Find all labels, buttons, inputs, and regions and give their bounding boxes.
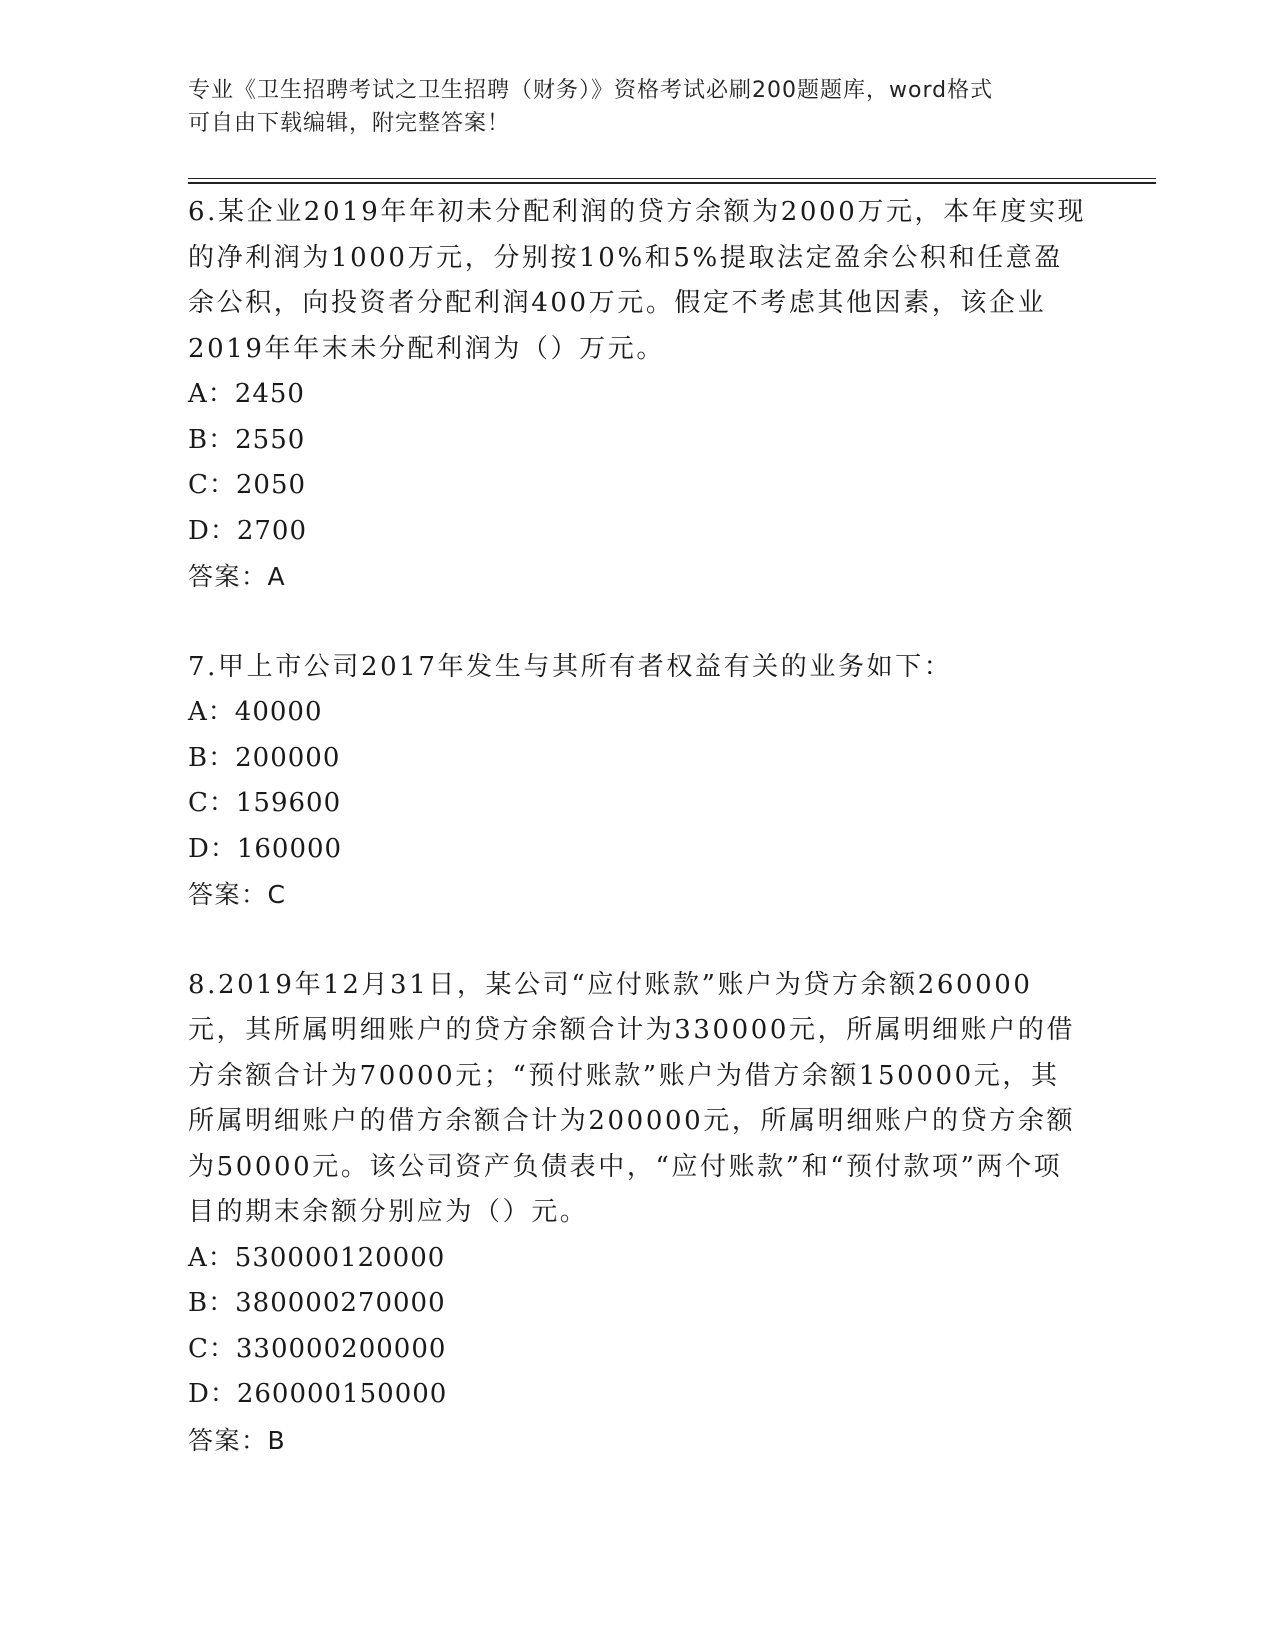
option-d: D：2700 (188, 515, 308, 546)
option-c: C：330000200000 (188, 1333, 447, 1364)
option-a: A：530000120000 (188, 1242, 446, 1273)
option-d: D：160000 (188, 833, 343, 864)
question-list (188, 190, 1088, 1463)
question-text: 8.2019年12月31日，某公司“应付账款”账户为贷方余额260000元，其所属明细账户的贷方余额合计为330000元，所属明细账户的借方余额合计为70000元；“预付账款”账户为借方余额150000元，其所属明细账户的借方余额合计为200000元，所属明细账户的贷方余额为50000元。该公司资产负债表中，“应付账款”和“预付款项”两个项目的期末余额分别应为（）元。 (188, 969, 1076, 1227)
option-c: C：159600 (188, 788, 342, 818)
option-b: B：200000 (188, 742, 341, 773)
question-text: 6.某企业2019年年初未分配利润的贷方余额为2000万元，本年度实现的净利润为1000万元，分别按10%和5%提取法定盈余公积和任意盈余公积，向投资者分配利润400万元。假定不考虑其他因素，该企业2019年年末未分配利润为（）万元。 (188, 197, 1087, 364)
answer-line: 答案：B (188, 1425, 287, 1455)
option-d: D：260000150000 (188, 1379, 448, 1409)
spacer (188, 918, 1088, 963)
header-divider-thin (188, 178, 1156, 179)
question-6 (188, 190, 1088, 600)
option-a: A：2450 (188, 379, 305, 409)
option-c: C：2050 (188, 470, 307, 500)
option-b: B：380000270000 (188, 1288, 446, 1318)
header-line-2: 可自由下载编辑，附完整答案！ (188, 111, 511, 136)
question-text: 7.甲上市公司2017年发生与其所有者权益有关的业务如下： (188, 651, 953, 682)
option-a: A：40000 (188, 697, 323, 727)
question-8 (188, 963, 1088, 1464)
spacer (188, 600, 1088, 645)
header-line-1: 专业《卫生招聘考试之卫生招聘（财务）》资格考试必刷200题题库，word格式 (188, 78, 994, 103)
option-b: B：2550 (188, 424, 306, 455)
answer-line: 答案：A (188, 562, 287, 591)
header-divider-thick (188, 182, 1156, 184)
document-header (188, 74, 1068, 140)
answer-line: 答案：C (188, 880, 287, 909)
question-7 (188, 645, 1088, 918)
